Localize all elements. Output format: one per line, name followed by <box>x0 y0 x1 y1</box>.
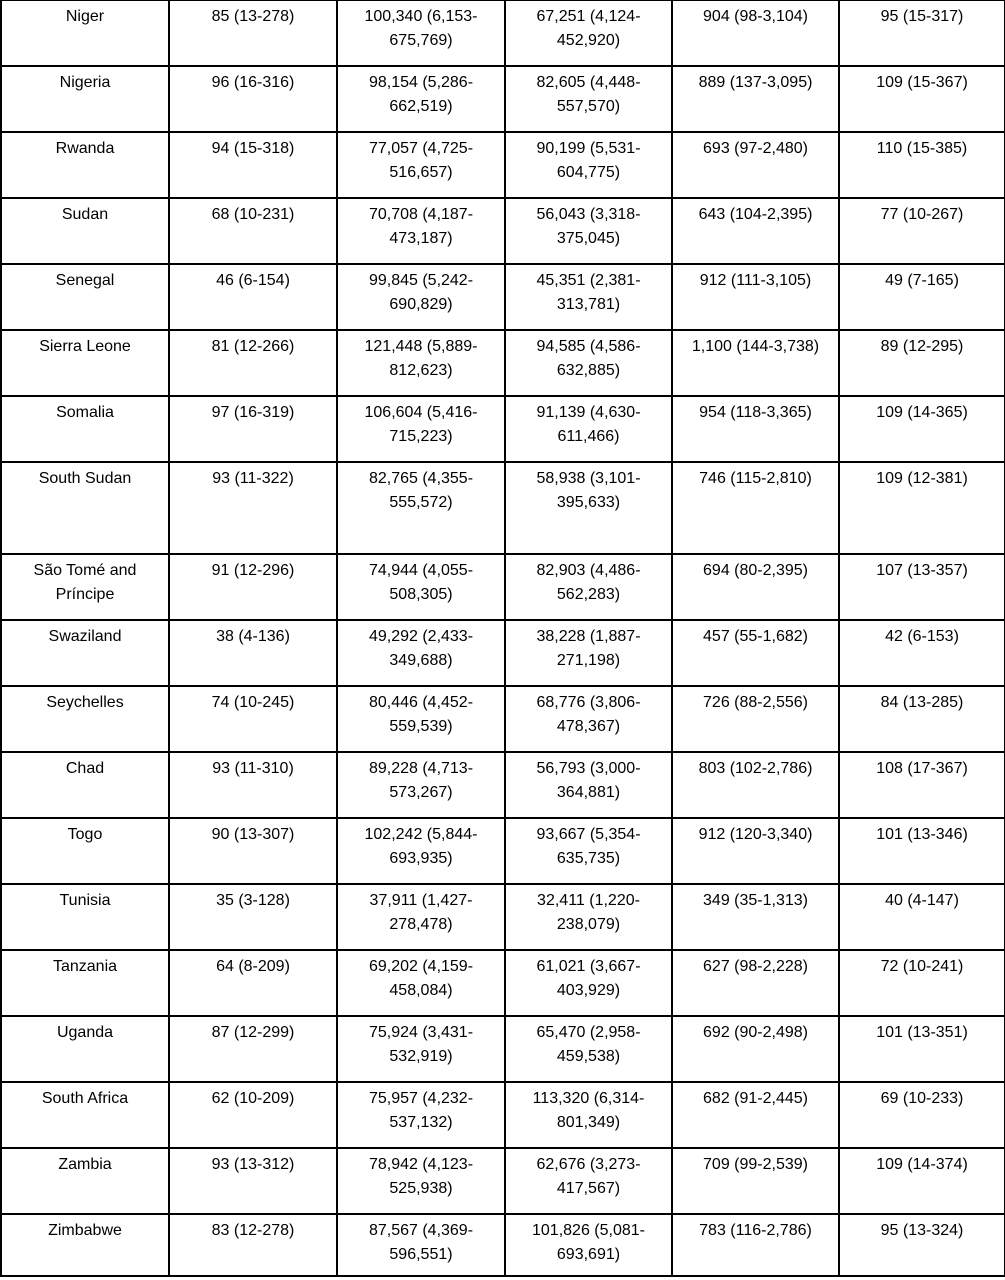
country-cell: Tunisia <box>1 884 169 950</box>
table-row <box>1 330 1005 396</box>
table-row <box>1 0 1005 66</box>
value-cell: 694 (80-2,395) <box>672 554 839 620</box>
value-cell: 70,708 (4,187-473,187) <box>337 198 505 264</box>
country-cell: Nigeria <box>1 66 169 132</box>
value-cell: 90,199 (5,531-604,775) <box>505 132 672 198</box>
value-cell: 102,242 (5,844-693,935) <box>337 818 505 884</box>
value-cell: 32,411 (1,220-238,079) <box>505 884 672 950</box>
value-cell: 78,942 (4,123-525,938) <box>337 1148 505 1214</box>
value-cell: 46 (6-154) <box>169 264 337 330</box>
table-row <box>1 66 1005 132</box>
country-cell: South Sudan <box>1 462 169 554</box>
country-cell: Uganda <box>1 1016 169 1082</box>
country-cell: Somalia <box>1 396 169 462</box>
value-cell: 58,938 (3,101-395,633) <box>505 462 672 554</box>
value-cell: 349 (35-1,313) <box>672 884 839 950</box>
value-cell: 49,292 (2,433-349,688) <box>337 620 505 686</box>
table-row <box>1 1148 1005 1214</box>
value-cell: 91 (12-296) <box>169 554 337 620</box>
country-cell: Togo <box>1 818 169 884</box>
value-cell: 68,776 (3,806-478,367) <box>505 686 672 752</box>
country-cell: Zimbabwe <box>1 1214 169 1276</box>
value-cell: 65,470 (2,958-459,538) <box>505 1016 672 1082</box>
value-cell: 109 (12-381) <box>839 462 1005 554</box>
value-cell: 100,340 (6,153-675,769) <box>337 0 505 66</box>
value-cell: 109 (14-365) <box>839 396 1005 462</box>
value-cell: 74,944 (4,055-508,305) <box>337 554 505 620</box>
value-cell: 64 (8-209) <box>169 950 337 1016</box>
country-cell: Seychelles <box>1 686 169 752</box>
value-cell: 37,911 (1,427-278,478) <box>337 884 505 950</box>
value-cell: 62 (10-209) <box>169 1082 337 1148</box>
value-cell: 82,765 (4,355-555,572) <box>337 462 505 554</box>
value-cell: 83 (12-278) <box>169 1214 337 1276</box>
value-cell: 113,320 (6,314-801,349) <box>505 1082 672 1148</box>
value-cell: 38 (4-136) <box>169 620 337 686</box>
value-cell: 93,667 (5,354-635,735) <box>505 818 672 884</box>
table-row <box>1 264 1005 330</box>
value-cell: 101 (13-351) <box>839 1016 1005 1082</box>
value-cell: 89,228 (4,713-573,267) <box>337 752 505 818</box>
value-cell: 77 (10-267) <box>839 198 1005 264</box>
table-row <box>1 1214 1005 1276</box>
value-cell: 75,924 (3,431-532,919) <box>337 1016 505 1082</box>
value-cell: 40 (4-147) <box>839 884 1005 950</box>
country-cell: Sudan <box>1 198 169 264</box>
table-row <box>1 752 1005 818</box>
value-cell: 93 (13-312) <box>169 1148 337 1214</box>
value-cell: 692 (90-2,498) <box>672 1016 839 1082</box>
value-cell: 94,585 (4,586-632,885) <box>505 330 672 396</box>
value-cell: 803 (102-2,786) <box>672 752 839 818</box>
country-cell: Niger <box>1 0 169 66</box>
value-cell: 61,021 (3,667-403,929) <box>505 950 672 1016</box>
value-cell: 97 (16-319) <box>169 396 337 462</box>
value-cell: 912 (120-3,340) <box>672 818 839 884</box>
value-cell: 74 (10-245) <box>169 686 337 752</box>
value-cell: 693 (97-2,480) <box>672 132 839 198</box>
country-cell: Sierra Leone <box>1 330 169 396</box>
table-row <box>1 198 1005 264</box>
value-cell: 746 (115-2,810) <box>672 462 839 554</box>
table-row <box>1 462 1005 554</box>
value-cell: 889 (137-3,095) <box>672 66 839 132</box>
value-cell: 1,100 (144-3,738) <box>672 330 839 396</box>
value-cell: 108 (17-367) <box>839 752 1005 818</box>
value-cell: 45,351 (2,381-313,781) <box>505 264 672 330</box>
country-cell: Chad <box>1 752 169 818</box>
value-cell: 109 (14-374) <box>839 1148 1005 1214</box>
table-row <box>1 884 1005 950</box>
value-cell: 77,057 (4,725-516,657) <box>337 132 505 198</box>
value-cell: 69 (10-233) <box>839 1082 1005 1148</box>
value-cell: 56,793 (3,000-364,881) <box>505 752 672 818</box>
table-row <box>1 950 1005 1016</box>
value-cell: 89 (12-295) <box>839 330 1005 396</box>
value-cell: 93 (11-310) <box>169 752 337 818</box>
value-cell: 726 (88-2,556) <box>672 686 839 752</box>
value-cell: 783 (116-2,786) <box>672 1214 839 1276</box>
table-row <box>1 620 1005 686</box>
value-cell: 68 (10-231) <box>169 198 337 264</box>
value-cell: 904 (98-3,104) <box>672 0 839 66</box>
value-cell: 72 (10-241) <box>839 950 1005 1016</box>
value-cell: 643 (104-2,395) <box>672 198 839 264</box>
value-cell: 457 (55-1,682) <box>672 620 839 686</box>
value-cell: 87 (12-299) <box>169 1016 337 1082</box>
country-cell: Tanzania <box>1 950 169 1016</box>
value-cell: 107 (13-357) <box>839 554 1005 620</box>
value-cell: 954 (118-3,365) <box>672 396 839 462</box>
value-cell: 93 (11-322) <box>169 462 337 554</box>
value-cell: 106,604 (5,416-715,223) <box>337 396 505 462</box>
table-row <box>1 554 1005 620</box>
value-cell: 35 (3-128) <box>169 884 337 950</box>
value-cell: 69,202 (4,159-458,084) <box>337 950 505 1016</box>
value-cell: 682 (91-2,445) <box>672 1082 839 1148</box>
table-row <box>1 132 1005 198</box>
value-cell: 94 (15-318) <box>169 132 337 198</box>
value-cell: 38,228 (1,887-271,198) <box>505 620 672 686</box>
value-cell: 99,845 (5,242-690,829) <box>337 264 505 330</box>
country-cell: South Africa <box>1 1082 169 1148</box>
value-cell: 42 (6-153) <box>839 620 1005 686</box>
value-cell: 82,903 (4,486-562,283) <box>505 554 672 620</box>
value-cell: 101,826 (5,081-693,691) <box>505 1214 672 1276</box>
value-cell: 101 (13-346) <box>839 818 1005 884</box>
value-cell: 912 (111-3,105) <box>672 264 839 330</box>
country-cell: Senegal <box>1 264 169 330</box>
table-row <box>1 396 1005 462</box>
value-cell: 110 (15-385) <box>839 132 1005 198</box>
table-row <box>1 1016 1005 1082</box>
value-cell: 81 (12-266) <box>169 330 337 396</box>
value-cell: 56,043 (3,318-375,045) <box>505 198 672 264</box>
country-cell: Zambia <box>1 1148 169 1214</box>
value-cell: 62,676 (3,273-417,567) <box>505 1148 672 1214</box>
value-cell: 95 (15-317) <box>839 0 1005 66</box>
value-cell: 67,251 (4,124-452,920) <box>505 0 672 66</box>
country-cell: Swaziland <box>1 620 169 686</box>
value-cell: 709 (99-2,539) <box>672 1148 839 1214</box>
value-cell: 109 (15-367) <box>839 66 1005 132</box>
value-cell: 627 (98-2,228) <box>672 950 839 1016</box>
value-cell: 91,139 (4,630-611,466) <box>505 396 672 462</box>
value-cell: 84 (13-285) <box>839 686 1005 752</box>
table-row <box>1 686 1005 752</box>
value-cell: 87,567 (4,369-596,551) <box>337 1214 505 1276</box>
value-cell: 121,448 (5,889-812,623) <box>337 330 505 396</box>
country-cell: São Tomé and Príncipe <box>1 554 169 620</box>
value-cell: 90 (13-307) <box>169 818 337 884</box>
value-cell: 85 (13-278) <box>169 0 337 66</box>
country-cell: Rwanda <box>1 132 169 198</box>
value-cell: 95 (13-324) <box>839 1214 1005 1276</box>
value-cell: 96 (16-316) <box>169 66 337 132</box>
value-cell: 98,154 (5,286-662,519) <box>337 66 505 132</box>
value-cell: 49 (7-165) <box>839 264 1005 330</box>
table-row <box>1 818 1005 884</box>
value-cell: 80,446 (4,452-559,539) <box>337 686 505 752</box>
value-cell: 75,957 (4,232-537,132) <box>337 1082 505 1148</box>
table-row <box>1 1082 1005 1148</box>
value-cell: 82,605 (4,448-557,570) <box>505 66 672 132</box>
